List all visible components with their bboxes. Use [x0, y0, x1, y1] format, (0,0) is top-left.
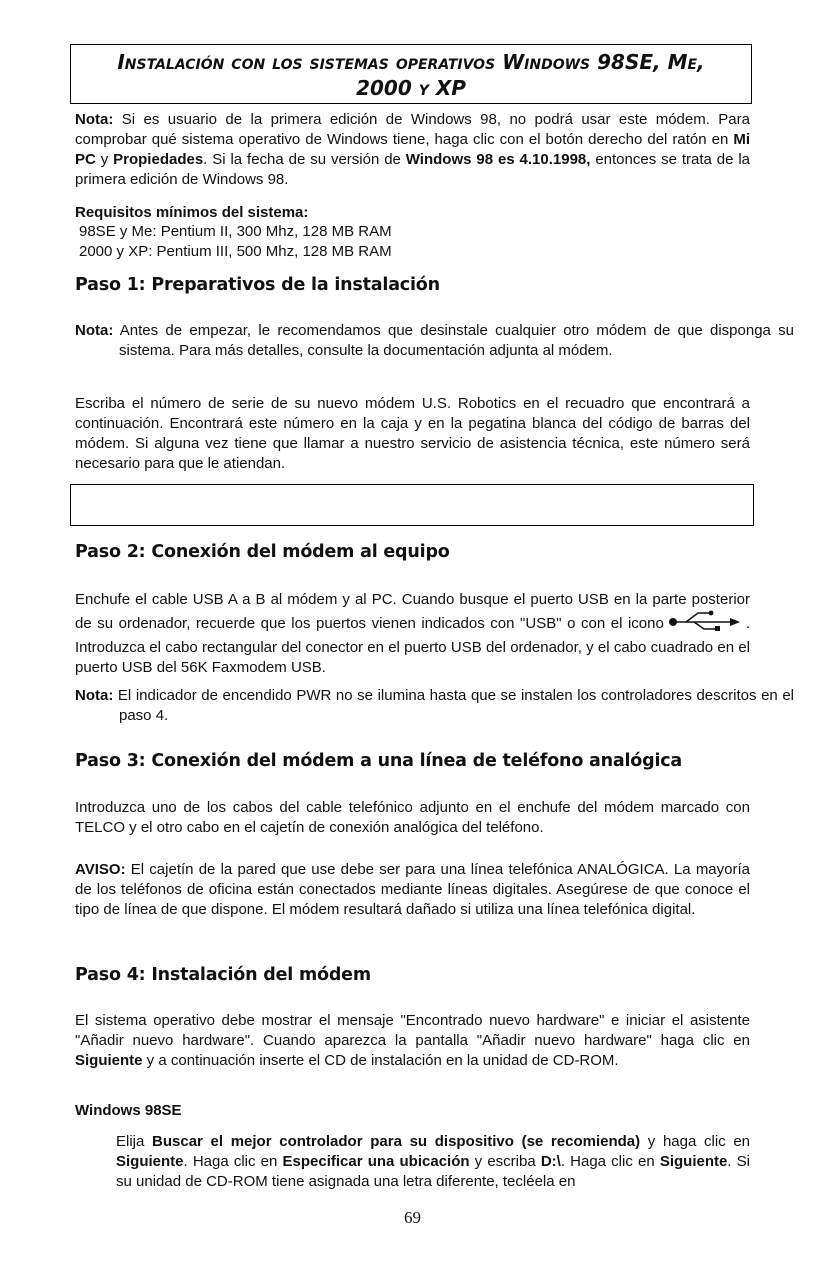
windows98se-instructions: Elija Buscar el mejor controlador para su dispositivo (se recomienda) y haga clic en Siguiente. Haga clic en Especificar una ubicación y escriba D:\. Haga clic en Siguiente. Si su unidad de CD-ROM tiene asignada una letra diferente, tecléela en — [116, 1133, 750, 1190]
paso2-body: Enchufe el cable USB A a B al módem y al PC. Cuando busque el puerto USB en la parte posterior de su ordenador, recuerde que los puertos vienen indicados con "USB" o con el icono . Introduzca el cabo rectangular del conector en el puerto USB del ordenador, y el cabo cuadrado en el puerto USB del 56K Faxmodem USB. — [75, 591, 750, 676]
paso4-body: El sistema operativo debe mostrar el mensaje "Encontrado nuevo hardware" e iniciar el asistente "Añadir nuevo hardware". Cuando aparezca la pantalla "Añadir nuevo hardware" haga clic en Siguiente y a continuación inserte el CD de instalación en la unidad de CD-ROM. — [75, 1012, 750, 1069]
requisitos-heading: Requisitos mínimos del sistema: — [75, 204, 309, 221]
paso3-heading: Paso 3: Conexión del módem a una línea de teléfono analógica — [75, 751, 683, 771]
requisitos-line-2: 2000 y XP: Pentium III, 500 Mhz, 128 MB RAM — [79, 243, 392, 260]
paso2-nota: Nota: El indicador de encendido PWR no se ilumina hasta que se instalen los controladores descritos en el paso 4. — [75, 687, 794, 724]
windows98se-heading: Windows 98SE — [75, 1102, 182, 1119]
paso2-heading: Paso 2: Conexión del módem al equipo — [75, 542, 450, 562]
page-number: 69 — [404, 1208, 421, 1227]
title-line-2: 2000 y XP — [356, 76, 466, 100]
requisitos-line-1: 98SE y Me: Pentium II, 300 Mhz, 128 MB RAM — [79, 223, 392, 240]
paso4-heading: Paso 4: Instalación del módem — [75, 965, 371, 985]
paso1-body: Escriba el número de serie de su nuevo módem U.S. Robotics en el recuadro que encontrará a continuación. Encontrará este número en la caja y en la pegatina blanca del código de barras del módem. Si alguna vez tiene que llamar a nuestro servicio de asistencia técnica, este número será necesario para que le atiendan. — [75, 395, 750, 472]
paso1-nota: Nota: Antes de empezar, le recomendamos que desinstale cualquier otro módem de que disponga su sistema. Para más detalles, consulte la documentación adjunta al módem. — [75, 322, 794, 359]
paso3-aviso: AVISO: El cajetín de la pared que use debe ser para una línea telefónica ANALÓGICA. La mayoría de los teléfonos de oficina están conectados mediante líneas digitales. Asegúrese de que conoce el tipo de línea de que dispone. El módem resultará dañado si utiliza una línea telefónica digital. — [75, 861, 750, 918]
paso3-body: Introduzca uno de los cabos del cable telefónico adjunto en el enchufe del módem marcado con TELCO y el otro cabo en el cajetín de conexión analógica del teléfono. — [75, 799, 750, 836]
title-line-1: Instalación con los sistemas operativos Windows 98SE, Me, — [117, 50, 705, 74]
nota-windows98: Nota: Si es usuario de la primera edición de Windows 98, no podrá usar este módem. Para comprobar qué sistema operativo de Windows tiene, haga clic con el botón derecho del ratón en Mi PC y Propiedades. Si la fecha de su versión de Windows 98 es 4.10.1998, entonces se trata de la primera edición de Windows 98. — [75, 111, 751, 188]
usb-icon — [668, 610, 742, 638]
paso1-heading: Paso 1: Preparativos de la instalación — [75, 275, 440, 295]
serial-number-box[interactable] — [70, 484, 754, 526]
page-title — [70, 44, 752, 104]
